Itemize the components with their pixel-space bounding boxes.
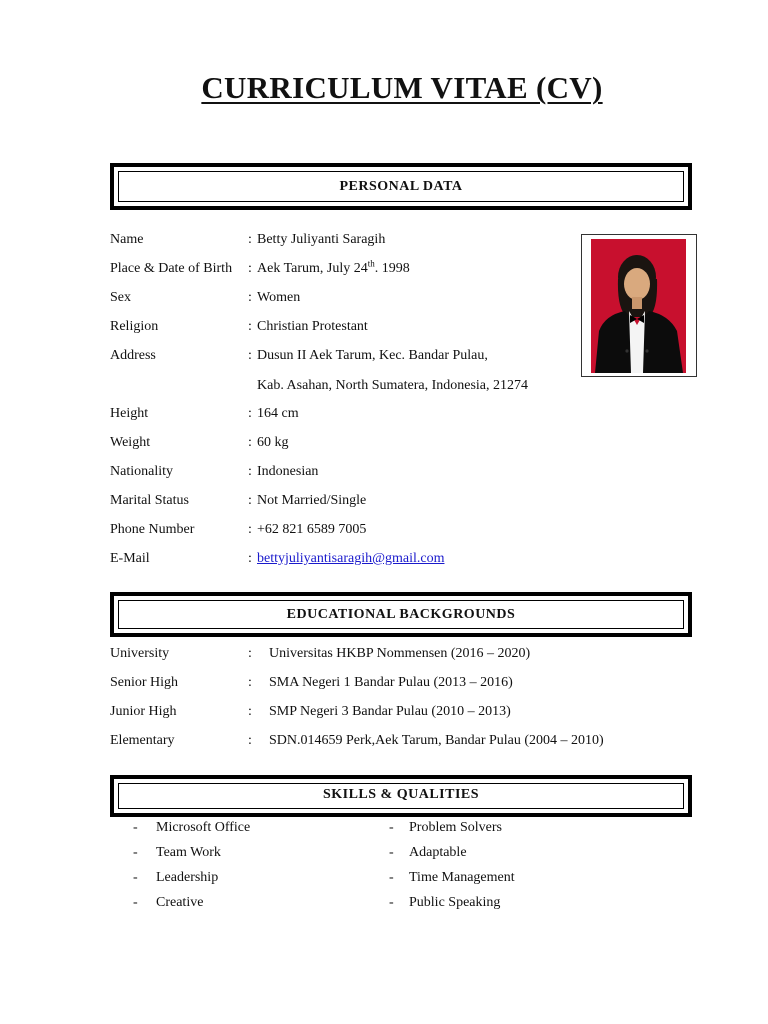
label-marital-status: Marital Status <box>110 493 189 508</box>
skill-item: Adaptable <box>409 845 467 860</box>
value-address-line2: Kab. Asahan, North Sumatera, Indonesia, 21274 <box>257 378 528 393</box>
email-link[interactable]: bettyjuliyantisaragih@gmail.com <box>257 551 445 566</box>
education-school: SDN.014659 Perk,Aek Tarum, Bandar Pulau (2004 – 2010) <box>269 733 604 748</box>
value-height: 164 cm <box>257 406 299 421</box>
skill-item: Leadership <box>156 870 219 885</box>
education-level: Elementary <box>110 733 175 748</box>
value-religion: Christian Protestant <box>257 319 368 334</box>
education-level: Senior High <box>110 675 179 690</box>
skill-item: Microsoft Office <box>156 820 251 835</box>
profile-photo <box>591 239 686 373</box>
skill-item: Public Speaking <box>409 895 501 910</box>
label-address: Address <box>110 348 156 363</box>
education-school: SMA Negeri 1 Bandar Pulau (2013 – 2016) <box>269 675 513 690</box>
section-header-education: EDUCATIONAL BACKGROUNDS <box>110 592 692 637</box>
skill-item: Creative <box>156 895 204 910</box>
label-height: Height <box>110 406 149 421</box>
section-header-skills: SKILLS & QUALITIES <box>110 775 692 817</box>
education-level: University <box>110 646 170 661</box>
bullet-dash: - <box>133 820 138 835</box>
person-portrait-icon <box>591 239 686 373</box>
label-email: E-Mail <box>110 551 150 566</box>
value-address-line1: Dusun II Aek Tarum, Kec. Bandar Pulau, <box>257 348 488 363</box>
skill-item: Team Work <box>156 845 221 860</box>
bullet-dash: - <box>133 845 138 860</box>
value-sex: Women <box>257 290 301 305</box>
bullet-dash: - <box>389 845 394 860</box>
label-weight: Weight <box>110 435 151 450</box>
section-header-personal-data: PERSONAL DATA <box>110 163 692 210</box>
profile-photo-frame <box>581 234 697 377</box>
education-school: SMP Negeri 3 Bandar Pulau (2010 – 2013) <box>269 704 511 719</box>
label-phone: Phone Number <box>110 522 195 537</box>
skill-item: Time Management <box>409 870 515 885</box>
value-nationality: Indonesian <box>257 464 319 479</box>
bullet-dash: - <box>389 820 394 835</box>
education-school: Universitas HKBP Nommensen (2016 – 2020) <box>269 646 531 661</box>
label-name: Name <box>110 232 144 247</box>
cv-title: CURRICULUM VITAE (CV) <box>201 70 603 105</box>
label-sex: Sex <box>110 290 131 305</box>
label-religion: Religion <box>110 319 159 334</box>
value-name: Betty Juliyanti Saragih <box>257 232 386 247</box>
bullet-dash: - <box>389 870 394 885</box>
value-marital-status: Not Married/Single <box>257 493 367 508</box>
skill-item: Problem Solvers <box>409 820 502 835</box>
bullet-dash: - <box>133 895 138 910</box>
bullet-dash: - <box>389 895 394 910</box>
value-weight: 60 kg <box>257 435 289 450</box>
label-birth: Place & Date of Birth <box>110 261 233 276</box>
education-level: Junior High <box>110 704 177 719</box>
value-birth: Aek Tarum, July 24th. 1998 <box>257 258 410 276</box>
value-phone: +62 821 6589 7005 <box>257 522 367 537</box>
bullet-dash: - <box>133 870 138 885</box>
label-nationality: Nationality <box>110 464 173 479</box>
